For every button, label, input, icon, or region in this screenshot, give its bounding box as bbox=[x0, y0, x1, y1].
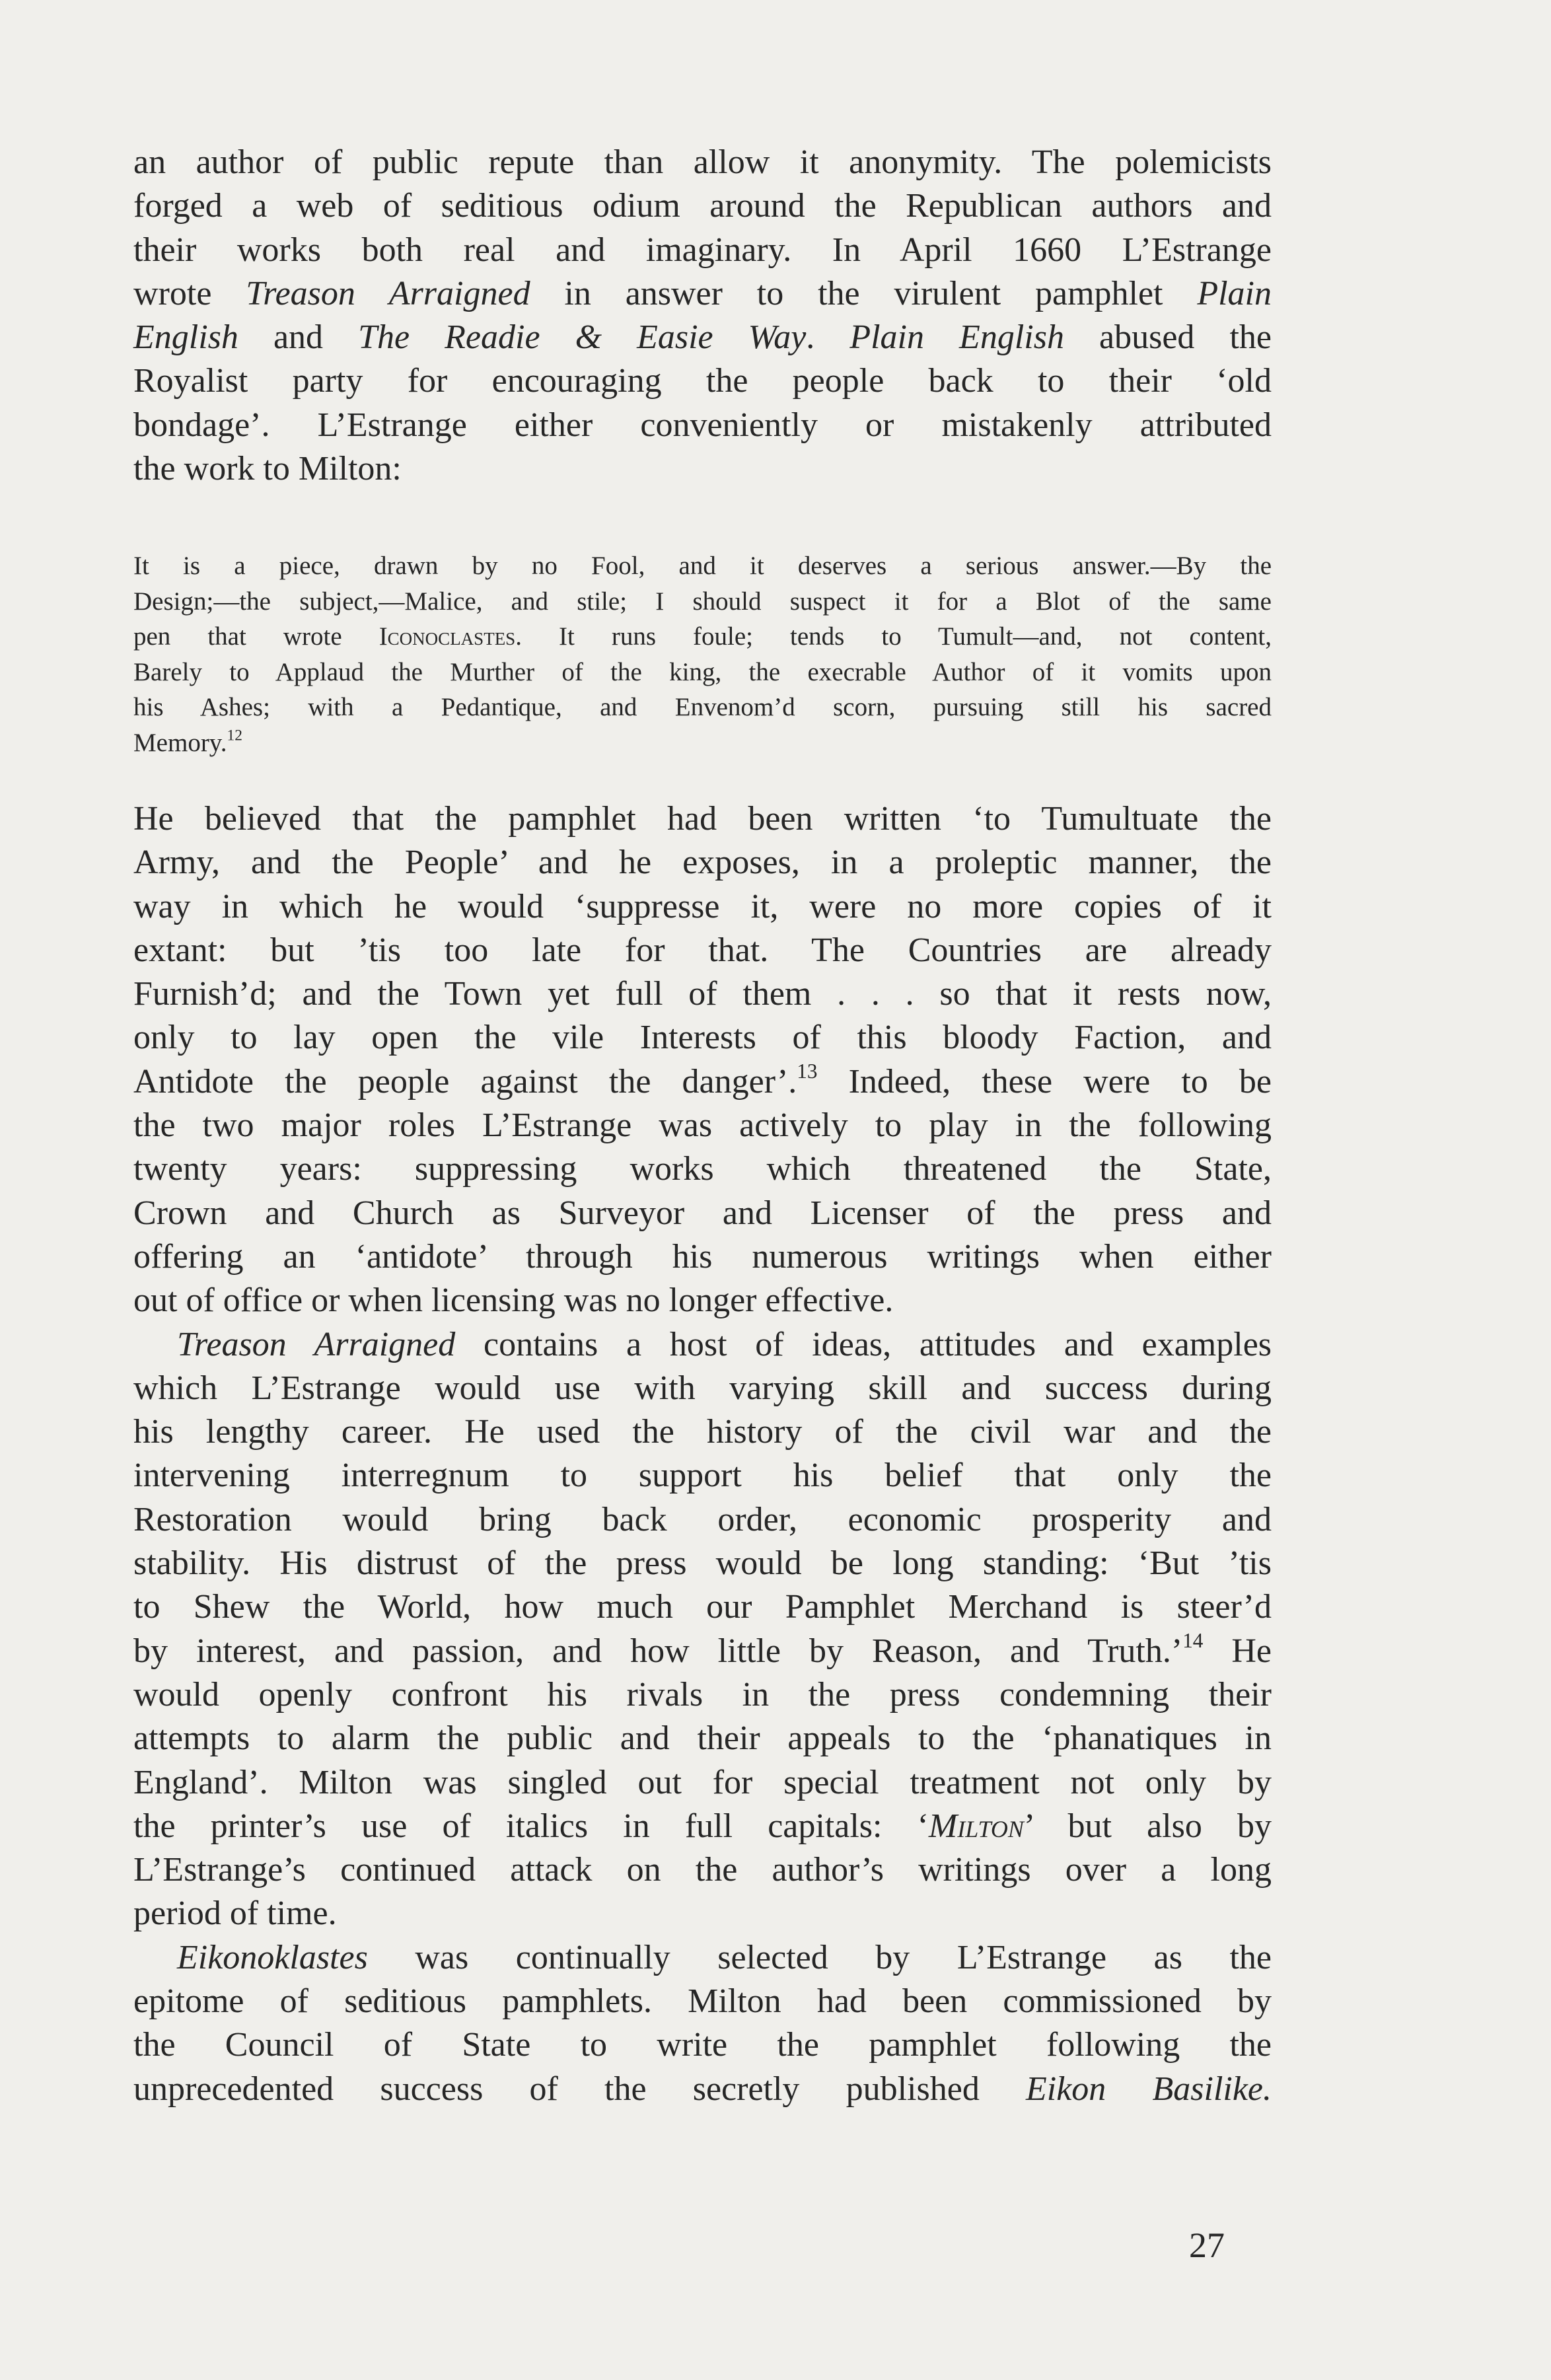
styled-segment: Treason Arraigned bbox=[246, 274, 530, 312]
footnote-ref: 13 bbox=[797, 1059, 818, 1083]
text-segment: Antidote the people against the danger’. bbox=[133, 1062, 797, 1100]
text-line bbox=[133, 1542, 1272, 1585]
text-segment: to Shew the World, how much our Pamphlet Merchand is steer’d bbox=[133, 1588, 1272, 1626]
text-segment: Restoration would bring back order, economic prosperity and bbox=[133, 1500, 1272, 1538]
styled-segment: English bbox=[133, 318, 238, 357]
text-segment: . bbox=[806, 318, 850, 357]
text-segment: their works both real and imaginary. In April 1660 L’Estrange bbox=[133, 231, 1272, 269]
text-line bbox=[133, 2023, 1272, 2067]
text-segment: offering an ‘antidote’ through his numerous writings when either bbox=[133, 1237, 1272, 1276]
text-segment: abused the bbox=[1064, 318, 1272, 357]
text-line bbox=[133, 797, 1272, 841]
text-segment: He bbox=[1203, 1632, 1272, 1670]
text-segment: bondage’. L’Estrange either conveniently or mistakenly attributed bbox=[133, 406, 1272, 444]
text-segment: stability. His distrust of the press would be long standing: ‘But ’tis bbox=[133, 1544, 1272, 1583]
text-segment: Army, and the People’ and he exposes, in a proleptic manner, the bbox=[133, 844, 1272, 882]
text-segment: ’ but also by bbox=[1023, 1807, 1272, 1845]
text-segment: would openly confront his rivals in the press condemning their bbox=[133, 1675, 1272, 1713]
text-segment: It is a piece, drawn by no Fool, and it deserves a serious answer.—By the bbox=[133, 552, 1272, 580]
text-segment: Design;—the subject,—Malice, and stile; I should suspect it for a Blot of the same bbox=[133, 587, 1272, 616]
text-segment: . It runs foule; tends to Tumult—and, not content, bbox=[515, 622, 1272, 651]
styled-segment: Plain bbox=[1197, 274, 1272, 312]
footnote-ref: 12 bbox=[227, 727, 242, 744]
text-segment: Furnish’d; and the Town yet full of them . . . so that it rests now, bbox=[133, 975, 1272, 1013]
text-line bbox=[133, 1367, 1272, 1410]
text-segment: pen that wrote bbox=[133, 622, 379, 651]
text-line bbox=[133, 1980, 1272, 2023]
text-line bbox=[133, 1673, 1272, 1717]
text-line bbox=[133, 1761, 1272, 1805]
text-segment: by interest, and passion, and how little by Reason, and Truth.’ bbox=[133, 1632, 1183, 1670]
quote-line bbox=[133, 548, 1272, 584]
text-segment: only to lay open the vile Interests of this bloody Faction, and bbox=[133, 1019, 1272, 1057]
quote-line bbox=[133, 655, 1272, 690]
text-segment: twenty years: suppressing works which threatened the State, bbox=[133, 1150, 1272, 1188]
quote-line bbox=[133, 584, 1272, 620]
quote-line bbox=[133, 725, 1272, 761]
text-line bbox=[133, 1848, 1272, 1892]
text-segment: epitome of seditious pamphlets. Milton had been commissioned by bbox=[133, 1982, 1272, 2021]
text-line bbox=[133, 1630, 1272, 1673]
footnote-ref: 14 bbox=[1182, 1628, 1204, 1652]
text-segment: attempts to alarm the public and their appeals to the ‘phanatiques in bbox=[133, 1719, 1272, 1758]
text-segment: forged a web of seditious odium around the Republican authors and bbox=[133, 187, 1272, 225]
text-segment: way in which he would ‘suppresse it, were no more copies of it bbox=[133, 887, 1272, 925]
text-segment: Memory. bbox=[133, 728, 227, 757]
text-segment: Barely to Applaud the Murther of the king, the execrable Author of it vomits upon bbox=[133, 657, 1272, 686]
text-line bbox=[133, 1060, 1272, 1104]
quote-line bbox=[133, 619, 1272, 655]
text-segment: unprecedented success of the secretly published bbox=[133, 2070, 1027, 2108]
text-line bbox=[133, 841, 1272, 884]
text-segment: in answer to the virulent pamphlet bbox=[530, 274, 1198, 312]
text-segment: was continually selected by L’Estrange as the bbox=[367, 1938, 1272, 1976]
text-line bbox=[133, 929, 1272, 972]
text-line bbox=[133, 272, 1272, 316]
text-segment: period of time. bbox=[133, 1894, 337, 1933]
styled-segment: Eikon Basilike. bbox=[1026, 2070, 1272, 2108]
text-line bbox=[133, 1892, 1272, 1935]
page-number: 27 bbox=[1189, 2225, 1225, 2265]
text-line bbox=[133, 1235, 1272, 1279]
styled-segment: The Readie & Easie Way bbox=[358, 318, 807, 357]
text-segment: his lengthy career. He used the history of the civil war and the bbox=[133, 1413, 1272, 1451]
text-segment: out of office or when licensing was no longer effective. bbox=[133, 1281, 894, 1320]
text-line bbox=[133, 1805, 1272, 1848]
styled-segment: Milton bbox=[928, 1807, 1024, 1845]
text-segment: England’. Milton was singled out for special treatment not only by bbox=[133, 1763, 1272, 1801]
text-line bbox=[133, 1104, 1272, 1147]
text-line bbox=[133, 184, 1272, 228]
text-line bbox=[133, 1410, 1272, 1454]
text-segment: the two major roles L’Estrange was actively to play in the following bbox=[133, 1106, 1272, 1145]
text-segment: Royalist party for encouraging the people back to their ‘old bbox=[133, 362, 1272, 400]
text-line bbox=[133, 316, 1272, 359]
body-text-top bbox=[133, 141, 1272, 491]
text-line bbox=[133, 359, 1272, 403]
text-segment: the work to Milton: bbox=[133, 450, 402, 488]
text-line bbox=[133, 1717, 1272, 1760]
text-segment: the Council of State to write the pamphlet following the bbox=[133, 2026, 1272, 2064]
text-line bbox=[133, 1147, 1272, 1191]
text-line bbox=[133, 229, 1272, 272]
text-line bbox=[133, 1323, 1272, 1367]
text-line bbox=[133, 2068, 1272, 2111]
text-segment: contains a host of ideas, attitudes and examples bbox=[455, 1325, 1272, 1363]
styled-segment: Plain English bbox=[849, 318, 1064, 357]
text-line bbox=[133, 1454, 1272, 1497]
text-segment: an author of public repute than allow it anonymity. The polemicists bbox=[133, 143, 1272, 181]
text-line bbox=[133, 1279, 1272, 1322]
text-segment: his Ashes; with a Pedantique, and Envenom’d scorn, pursuing still his sacred bbox=[133, 693, 1272, 722]
text-line bbox=[133, 1585, 1272, 1629]
styled-segment: Treason Arraigned bbox=[177, 1325, 456, 1363]
text-segment: Crown and Church as Surveyor and Licenser of the press and bbox=[133, 1194, 1272, 1232]
body-text-main bbox=[133, 797, 1272, 2111]
text-line bbox=[133, 1016, 1272, 1060]
text-segment: the printer’s use of italics in full capitals: ‘ bbox=[133, 1807, 929, 1845]
text-line bbox=[133, 447, 1272, 491]
styled-segment: Iconoclastes bbox=[379, 622, 516, 651]
quote-line bbox=[133, 690, 1272, 725]
text-segment: He believed that the pamphlet had been written ‘to Tumultuate the bbox=[133, 800, 1272, 838]
text-segment: wrote bbox=[133, 274, 246, 312]
text-segment: L’Estrange’s continued attack on the author’s writings over a long bbox=[133, 1851, 1272, 1889]
text-line bbox=[133, 141, 1272, 184]
styled-segment: Eikonoklastes bbox=[177, 1938, 368, 1976]
text-segment: which L’Estrange would use with varying skill and success during bbox=[133, 1369, 1272, 1407]
text-line bbox=[133, 404, 1272, 447]
text-line bbox=[133, 1192, 1272, 1235]
text-line bbox=[133, 1936, 1272, 1980]
text-line bbox=[133, 885, 1272, 929]
text-segment: extant: but ’tis too late for that. The Countries are already bbox=[133, 931, 1272, 969]
text-line bbox=[133, 1498, 1272, 1542]
text-segment: intervening interregnum to support his belief that only the bbox=[133, 1457, 1272, 1495]
text-line bbox=[133, 972, 1272, 1016]
block-quote bbox=[133, 548, 1272, 761]
text-segment: Indeed, these were to be bbox=[817, 1062, 1272, 1100]
text-segment: and bbox=[238, 318, 359, 357]
